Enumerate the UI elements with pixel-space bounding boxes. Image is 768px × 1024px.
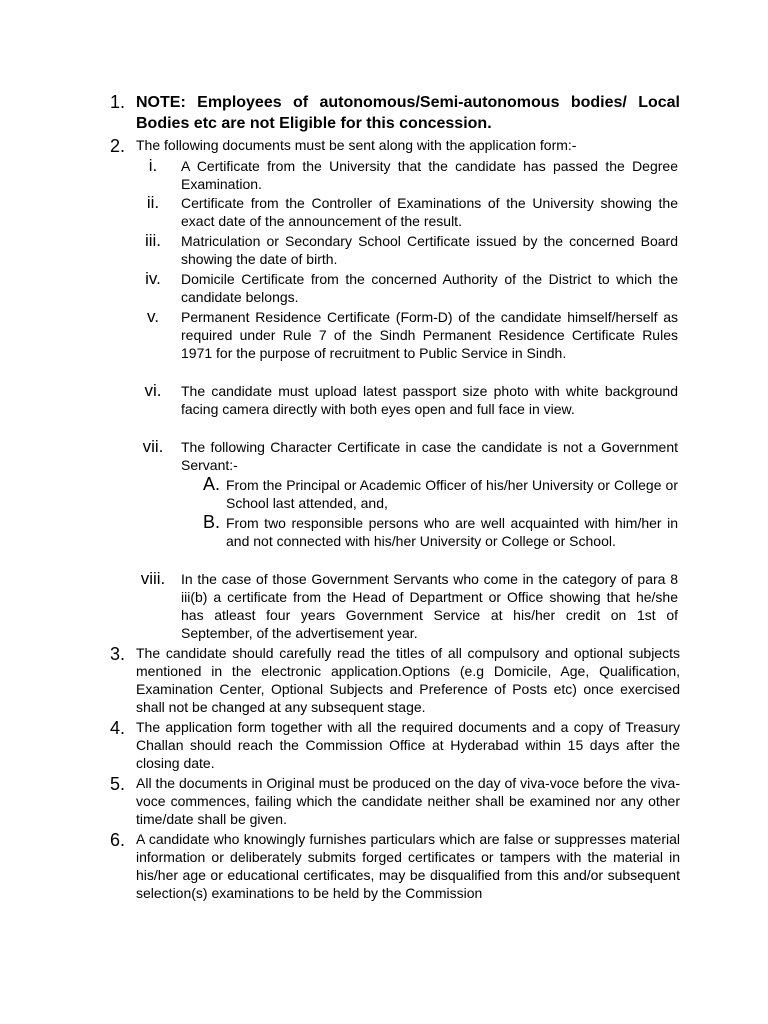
sub-item-text: Matriculation or Secondary School Certificate issued by the concerned Board showing the date of birth. — [181, 233, 678, 267]
sub-item-number: i. — [148, 156, 158, 175]
sub-item-text: The candidate must upload latest passport size photo with white background facing camera directly with both eyes open and full face in view. — [181, 383, 678, 417]
sub-item-text: Domicile Certificate from the concerned Authority of the District to which the candidate belongs. — [181, 271, 678, 305]
alpha-item-letter: A. — [203, 474, 221, 494]
alpha-item-letter: B. — [203, 512, 221, 532]
list-item — [110, 92, 680, 134]
item-number: 4. — [110, 718, 126, 738]
sub-list-item — [128, 309, 678, 363]
list-item — [110, 831, 680, 903]
item-number: 3. — [110, 644, 126, 664]
sub-list-item — [128, 439, 678, 475]
item-text: The application form together with all the required documents and a copy of Treasury Challan should reach the Commission Office at Hyderabad within 15 days after the closing date. — [136, 719, 680, 771]
sub-list-item — [128, 571, 678, 643]
sub-item-text: Certificate from the Controller of Examinations of the University showing the exact date of the announcement of the result. — [181, 195, 678, 229]
sub-item-number: vii. — [142, 437, 164, 456]
item-text: The candidate should carefully read the titles of all compulsory and optional subjects mentioned in the electronic application.Options (e.g Domicile, Age, Qualification, Examination Center, Optional Subjects and Preference of Posts etc) once exercised shall not be changed at any subsequent stage. — [136, 645, 680, 715]
alpha-item-text: From the Principal or Academic Officer of his/her University or College or School last attended, and, — [226, 477, 678, 511]
sub-item-number: iv. — [145, 269, 161, 288]
sub-item-number: vi. — [144, 381, 162, 400]
list-item — [110, 137, 680, 155]
sub-item-text: A Certificate from the University that the candidate has passed the Degree Examination. — [181, 158, 678, 192]
item-number: 2. — [110, 136, 126, 156]
sub-item-number: ii. — [146, 193, 160, 212]
alpha-list-item — [203, 474, 678, 513]
list-item — [110, 645, 680, 717]
item-text: All the documents in Original must be produced on the day of viva-voce before the viva-voce commences, failing which the candidate neither shall be examined nor any other time/date shall be given. — [136, 775, 680, 827]
sub-list-item — [128, 158, 678, 194]
sub-list-item — [128, 195, 678, 231]
list-item — [110, 775, 680, 829]
sub-item-number: v. — [147, 307, 159, 326]
alpha-list-item — [203, 512, 678, 551]
list-item — [110, 719, 680, 773]
sub-item-number: iii. — [144, 231, 162, 250]
sub-item-text: In the case of those Government Servants who come in the category of para 8 iii(b) a certificate from the Head of Department or Office showing that he/she has atleast four years Government Service at his/her credit on 1st of September, of the advertisement year. — [181, 571, 678, 641]
item-text: The following documents must be sent along with the application form:- — [136, 137, 577, 153]
alpha-item-text: From two responsible persons who are well acquainted with him/her in and not connected with his/her University or College or School. — [226, 515, 678, 549]
sub-item-text: Permanent Residence Certificate (Form-D) of the candidate himself/herself as required under Rule 7 of the Sindh Permanent Residence Certificate Rules 1971 for the purpose of recruitment to Public Service in Sindh. — [181, 309, 678, 361]
item-text: A candidate who knowingly furnishes particulars which are false or suppresses material information or deliberately submits forged certificates or tampers with the material in his/her age or educational certificates, may be disqualified from this and/or subsequent selection(s) examinations to be held by the Commission — [136, 831, 680, 901]
sub-list-item — [128, 271, 678, 307]
item-number: 1. — [110, 92, 126, 112]
sub-item-text: The following Character Certificate in case the candidate is not a Government Servant:- — [181, 439, 678, 473]
item-number: 5. — [110, 774, 126, 794]
item-number: 6. — [110, 830, 126, 850]
sub-list-item — [128, 383, 678, 419]
note-text: NOTE: Employees of autonomous/Semi-autonomous bodies/ Local Bodies etc are not Eligible for this concession. — [136, 94, 680, 132]
sub-list-item — [128, 233, 678, 269]
sub-item-number: viii. — [140, 569, 166, 588]
